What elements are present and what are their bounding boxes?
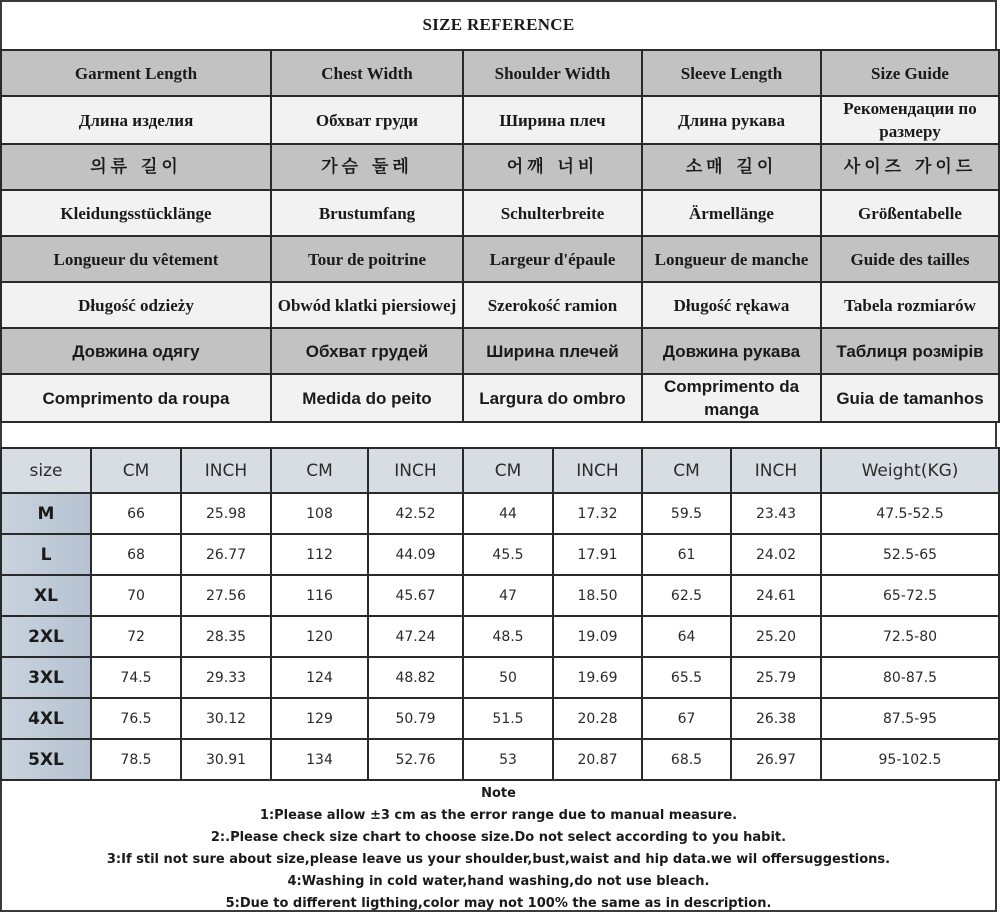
table-row <box>1 534 999 575</box>
value-cell: 25.98 <box>181 493 271 534</box>
value-cell: 48.82 <box>368 657 463 698</box>
size-cell: 3XL <box>1 657 91 698</box>
value-cell: 68 <box>91 534 181 575</box>
value-cell: 52.76 <box>368 739 463 780</box>
label-shoulder-width: Szerokość ramion <box>463 282 642 328</box>
value-cell: 30.12 <box>181 698 271 739</box>
value-cell: 25.79 <box>731 657 821 698</box>
label-shoulder-width: Ширина плечей <box>463 328 642 374</box>
value-cell: 53 <box>463 739 553 780</box>
value-cell: 28.35 <box>181 616 271 657</box>
label-row-korean <box>1 144 999 190</box>
label-chest-width: Tour de poitrine <box>271 236 463 282</box>
header-shoulder-inch: INCH <box>553 448 642 493</box>
value-cell: 59.5 <box>642 493 731 534</box>
value-cell: 50.79 <box>368 698 463 739</box>
value-cell: 68.5 <box>642 739 731 780</box>
label-row-portuguese <box>1 374 999 422</box>
value-cell: 44 <box>463 493 553 534</box>
weight-cell: 47.5-52.5 <box>821 493 999 534</box>
size-cell: XL <box>1 575 91 616</box>
label-row-english <box>1 50 999 96</box>
label-chest-width: Обхват груди <box>271 96 463 144</box>
value-cell: 124 <box>271 657 368 698</box>
value-cell: 45.5 <box>463 534 553 575</box>
header-chest-inch: INCH <box>368 448 463 493</box>
label-shoulder-width: Largura do ombro <box>463 374 642 422</box>
header-sleeve-inch: INCH <box>731 448 821 493</box>
label-size-guide: Größentabelle <box>821 190 999 236</box>
value-cell: 72 <box>91 616 181 657</box>
note-item: 3:If stil not sure about size,please leave us your shoulder,bust,waist and hip data.we wil offersuggestions. <box>106 852 891 867</box>
label-shoulder-width: Schulterbreite <box>463 190 642 236</box>
value-cell: 47 <box>463 575 553 616</box>
label-sleeve-length: Sleeve Length <box>642 50 821 96</box>
label-sleeve-length: Comprimento da manga <box>642 374 821 422</box>
header-weight: Weight(KG) <box>821 448 999 493</box>
table-row <box>1 575 999 616</box>
value-cell: 51.5 <box>463 698 553 739</box>
label-garment-length: Longueur du vêtement <box>1 236 271 282</box>
label-size-guide: Guia de tamanhos <box>821 374 999 422</box>
value-cell: 48.5 <box>463 616 553 657</box>
size-measurement-table <box>0 447 1000 781</box>
chart-title: SIZE REFERENCE <box>422 15 575 34</box>
label-chest-width: Chest Width <box>271 50 463 96</box>
label-sleeve-length: Ärmellänge <box>642 190 821 236</box>
label-garment-length: Довжина одягу <box>1 328 271 374</box>
value-cell: 20.28 <box>553 698 642 739</box>
value-cell: 19.09 <box>553 616 642 657</box>
value-cell: 120 <box>271 616 368 657</box>
label-sleeve-length: Długość rękawa <box>642 282 821 328</box>
size-cell: 2XL <box>1 616 91 657</box>
value-cell: 42.52 <box>368 493 463 534</box>
table-row <box>1 698 999 739</box>
label-size-guide: 사이즈 가이드 <box>821 144 999 190</box>
table-row <box>1 493 999 534</box>
value-cell: 108 <box>271 493 368 534</box>
value-cell: 62.5 <box>642 575 731 616</box>
value-cell: 50 <box>463 657 553 698</box>
value-cell: 27.56 <box>181 575 271 616</box>
label-row-french <box>1 236 999 282</box>
label-size-guide: Size Guide <box>821 50 999 96</box>
size-cell: 4XL <box>1 698 91 739</box>
multilingual-label-table <box>0 49 1000 423</box>
label-garment-length: Comprimento da roupa <box>1 374 271 422</box>
label-row-polish <box>1 282 999 328</box>
value-cell: 30.91 <box>181 739 271 780</box>
header-shoulder-cm: CM <box>463 448 553 493</box>
label-row-ukrainian <box>1 328 999 374</box>
value-cell: 134 <box>271 739 368 780</box>
size-cell: L <box>1 534 91 575</box>
header-size: size <box>1 448 91 493</box>
value-cell: 64 <box>642 616 731 657</box>
label-size-guide: Рекомендации по размеру <box>821 96 999 144</box>
notes-section <box>0 782 997 913</box>
label-garment-length: 의류 길이 <box>1 144 271 190</box>
value-cell: 18.50 <box>553 575 642 616</box>
value-cell: 26.77 <box>181 534 271 575</box>
value-cell: 23.43 <box>731 493 821 534</box>
table-row <box>1 657 999 698</box>
label-shoulder-width: Ширина плеч <box>463 96 642 144</box>
header-length-inch: INCH <box>181 448 271 493</box>
table-row <box>1 739 999 780</box>
value-cell: 17.91 <box>553 534 642 575</box>
value-cell: 19.69 <box>553 657 642 698</box>
value-cell: 66 <box>91 493 181 534</box>
value-cell: 24.61 <box>731 575 821 616</box>
label-chest-width: 가슴 둘레 <box>271 144 463 190</box>
label-chest-width: Обхват грудей <box>271 328 463 374</box>
value-cell: 78.5 <box>91 739 181 780</box>
label-size-guide: Guide des tailles <box>821 236 999 282</box>
value-cell: 25.20 <box>731 616 821 657</box>
label-size-guide: Tabela rozmiarów <box>821 282 999 328</box>
value-cell: 44.09 <box>368 534 463 575</box>
label-row-russian <box>1 96 999 144</box>
value-cell: 65.5 <box>642 657 731 698</box>
label-sleeve-length: Длина рукава <box>642 96 821 144</box>
value-cell: 20.87 <box>553 739 642 780</box>
value-cell: 26.38 <box>731 698 821 739</box>
label-size-guide: Таблиця розмірів <box>821 328 999 374</box>
label-shoulder-width: Largeur d'épaule <box>463 236 642 282</box>
size-cell: 5XL <box>1 739 91 780</box>
header-chest-cm: CM <box>271 448 368 493</box>
label-sleeve-length: 소매 길이 <box>642 144 821 190</box>
notes-heading: Note <box>481 786 516 801</box>
label-garment-length: Kleidungsstücklänge <box>1 190 271 236</box>
value-cell: 70 <box>91 575 181 616</box>
label-garment-length: Długość odzieży <box>1 282 271 328</box>
weight-cell: 72.5-80 <box>821 616 999 657</box>
value-cell: 47.24 <box>368 616 463 657</box>
value-cell: 67 <box>642 698 731 739</box>
unit-header-row <box>1 448 999 493</box>
value-cell: 45.67 <box>368 575 463 616</box>
label-garment-length: Длина изделия <box>1 96 271 144</box>
note-item: 2:.Please check size chart to choose size.Do not select according to you habit. <box>210 830 787 845</box>
weight-cell: 52.5-65 <box>821 534 999 575</box>
header-length-cm: CM <box>91 448 181 493</box>
value-cell: 74.5 <box>91 657 181 698</box>
label-chest-width: Obwód klatki piersiowej <box>271 282 463 328</box>
label-sleeve-length: Довжина рукава <box>642 328 821 374</box>
value-cell: 61 <box>642 534 731 575</box>
label-row-german <box>1 190 999 236</box>
label-chest-width: Brustumfang <box>271 190 463 236</box>
size-cell: M <box>1 493 91 534</box>
value-cell: 129 <box>271 698 368 739</box>
weight-cell: 80-87.5 <box>821 657 999 698</box>
value-cell: 76.5 <box>91 698 181 739</box>
label-chest-width: Medida do peito <box>271 374 463 422</box>
label-sleeve-length: Longueur de manche <box>642 236 821 282</box>
label-garment-length: Garment Length <box>1 50 271 96</box>
note-item: 5:Due to different ligthing,color may not 100% the same as in description. <box>225 896 772 911</box>
note-item: 4:Washing in cold water,hand washing,do not use bleach. <box>287 874 710 889</box>
value-cell: 112 <box>271 534 368 575</box>
value-cell: 29.33 <box>181 657 271 698</box>
label-shoulder-width: Shoulder Width <box>463 50 642 96</box>
weight-cell: 65-72.5 <box>821 575 999 616</box>
value-cell: 17.32 <box>553 493 642 534</box>
label-shoulder-width: 어깨 너비 <box>463 144 642 190</box>
value-cell: 116 <box>271 575 368 616</box>
value-cell: 24.02 <box>731 534 821 575</box>
header-sleeve-cm: CM <box>642 448 731 493</box>
table-row <box>1 616 999 657</box>
note-item: 1:Please allow ±3 cm as the error range due to manual measure. <box>259 808 738 823</box>
weight-cell: 87.5-95 <box>821 698 999 739</box>
value-cell: 26.97 <box>731 739 821 780</box>
weight-cell: 95-102.5 <box>821 739 999 780</box>
